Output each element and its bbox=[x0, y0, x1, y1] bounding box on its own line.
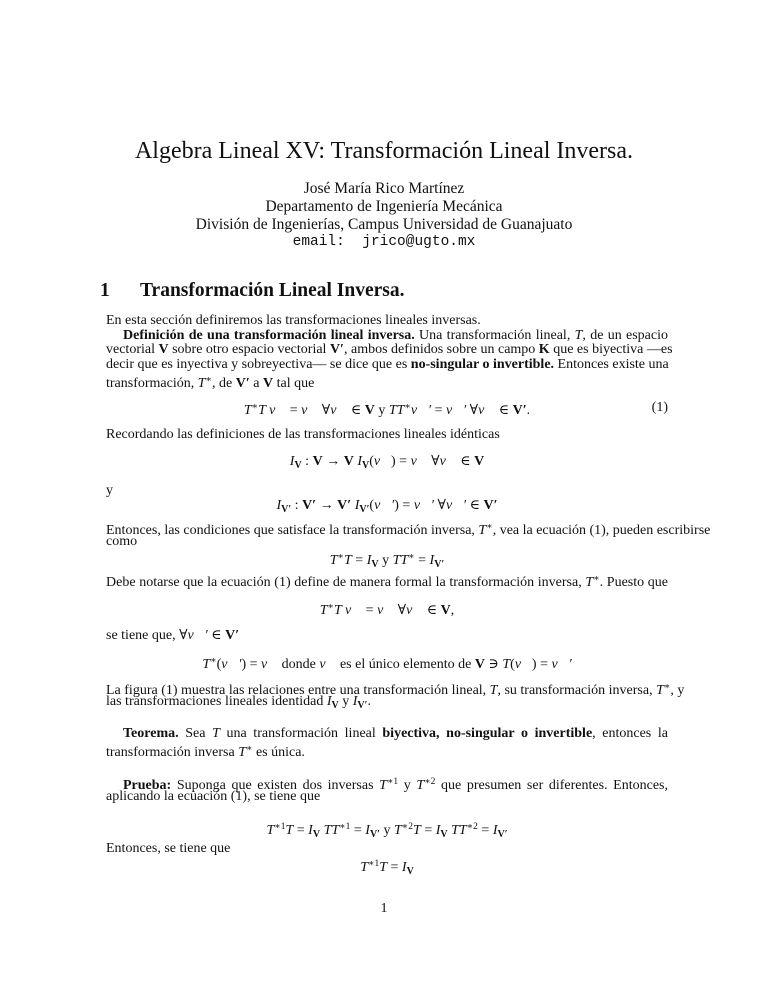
text-segment: , ambos definidos sobre un campo bbox=[344, 342, 539, 357]
math-symbol: V′ bbox=[235, 376, 250, 391]
math-symbol: V bbox=[331, 700, 339, 711]
text-segment: . Puesto que bbox=[599, 575, 668, 590]
text-segment: es única. bbox=[252, 745, 305, 760]
equation bbox=[106, 819, 668, 843]
author-name: José María Rico Martínez bbox=[303, 180, 465, 197]
text-segment: ( bbox=[369, 454, 374, 469]
text-segment: a bbox=[249, 376, 264, 391]
math-symbol: V bbox=[440, 829, 448, 840]
math-symbol: V′ bbox=[281, 504, 292, 515]
text-segment: y bbox=[398, 778, 417, 793]
math-symbol: TT bbox=[388, 403, 405, 418]
math-symbol: T bbox=[319, 603, 328, 618]
text-segment: Debe notarse que la ecuación (1) define de manera formal la transformación inversa, bbox=[106, 575, 586, 590]
text-segment: , de bbox=[212, 376, 236, 391]
math-symbol: T bbox=[416, 778, 425, 793]
math-symbol: ∗ bbox=[404, 402, 411, 412]
proof-line bbox=[106, 789, 668, 805]
math-symbol: V bbox=[440, 603, 451, 618]
text-segment: → bbox=[322, 454, 344, 469]
theorem-line bbox=[106, 741, 668, 761]
math-symbol: V bbox=[364, 403, 375, 418]
math-symbol: T bbox=[212, 726, 220, 741]
math-symbol: v⃗ bbox=[330, 403, 348, 418]
text-segment: = bbox=[362, 603, 378, 618]
paragraph-line bbox=[106, 357, 668, 373]
math-symbol: ∗ bbox=[251, 402, 259, 412]
theorem-line bbox=[106, 726, 668, 742]
text-segment: tal que bbox=[273, 376, 315, 391]
text-segment: = bbox=[351, 553, 367, 568]
math-symbol: ∗ bbox=[210, 656, 217, 666]
math-symbol: ∗2 bbox=[401, 822, 414, 832]
math-symbol: V bbox=[371, 559, 379, 570]
math-symbol: ∗ bbox=[337, 552, 344, 562]
math-symbol: v⃗′ bbox=[445, 403, 467, 418]
text-segment: La figura (1) muestra las relaciones entre una transformación lineal, bbox=[106, 683, 490, 698]
text-segment: transformación, bbox=[106, 376, 198, 391]
text-segment: : bbox=[291, 498, 303, 513]
section-title: Transformación Lineal Inversa. bbox=[140, 280, 405, 301]
bold-text: biyectiva, no-singular o invertible bbox=[382, 726, 593, 741]
math-symbol: I bbox=[354, 498, 360, 513]
math-symbol: V′ bbox=[329, 342, 344, 357]
math-symbol: v⃗ bbox=[406, 603, 424, 618]
math-symbol: T bbox=[656, 683, 664, 698]
text-segment: ∀ bbox=[433, 498, 446, 513]
text-segment: ) = bbox=[241, 657, 261, 672]
text-segment: y bbox=[338, 694, 353, 709]
equation-number: (1) bbox=[651, 400, 668, 415]
text-segment: ∈ bbox=[423, 603, 441, 618]
text-segment: Suponga que existen dos inversas bbox=[171, 778, 380, 793]
math-symbol: TT bbox=[392, 553, 409, 568]
text-segment: ) = bbox=[531, 657, 552, 672]
text-segment: y bbox=[378, 553, 393, 568]
text-segment: ∀ bbox=[318, 403, 331, 418]
text-segment: , y bbox=[670, 683, 685, 698]
bold-text: Definición de una transformación lineal inversa. bbox=[123, 328, 415, 343]
math-symbol: v⃗ bbox=[478, 403, 496, 418]
text-segment: decir que es inyectiva y sobreyectiva— se dice que es bbox=[106, 357, 411, 372]
math-symbol: v⃗ bbox=[301, 403, 319, 418]
math-symbol: I bbox=[366, 553, 372, 568]
math-symbol: v⃗ bbox=[439, 454, 457, 469]
paragraph-line bbox=[106, 372, 668, 392]
text-segment: ( bbox=[510, 657, 515, 672]
text-segment: que presumen ser diferentes. Entonces, bbox=[435, 778, 668, 793]
math-symbol: I bbox=[429, 553, 435, 568]
text-segment: = bbox=[387, 860, 402, 875]
text-segment: . bbox=[367, 694, 371, 709]
equation bbox=[106, 599, 668, 619]
document-title: Algebra Lineal XV: Transformación Lineal Inversa. bbox=[134, 138, 634, 164]
text-segment: y bbox=[374, 403, 389, 418]
text-segment: ) = bbox=[391, 454, 411, 469]
math-symbol: ∗ bbox=[486, 522, 493, 532]
text-segment: , de un espacio bbox=[582, 328, 669, 343]
math-symbol: V bbox=[294, 460, 302, 471]
text-segment: Entonces, las condiciones que satisface la transformación inversa, bbox=[106, 523, 479, 538]
math-symbol: v⃗′ bbox=[187, 628, 208, 643]
math-symbol: I bbox=[276, 498, 282, 513]
math-symbol: V bbox=[343, 454, 354, 469]
math-symbol: V bbox=[312, 829, 321, 840]
paragraph-line bbox=[106, 427, 668, 443]
text-segment: ) = bbox=[394, 498, 414, 513]
math-symbol: V′ bbox=[225, 628, 240, 643]
math-symbol: I bbox=[308, 823, 313, 838]
text-segment: ∈ bbox=[456, 454, 475, 469]
math-symbol: ∗ bbox=[593, 574, 600, 584]
math-symbol: v⃗ bbox=[377, 603, 395, 618]
text-segment: Una transformación lineal, bbox=[414, 328, 575, 343]
paragraph-line bbox=[106, 571, 668, 591]
math-symbol: T bbox=[585, 575, 594, 590]
math-symbol: v⃗ bbox=[410, 454, 428, 469]
math-symbol: v⃗′ bbox=[551, 657, 572, 672]
math-symbol: T v⃗ bbox=[258, 403, 287, 418]
math-symbol: T bbox=[197, 376, 206, 391]
text-segment: Entonces, se tiene que bbox=[106, 841, 231, 856]
text-segment: Recordando las definiciones de las transformaciones lineales idénticas bbox=[106, 427, 500, 442]
math-symbol: T bbox=[238, 745, 246, 760]
math-symbol: ∗1 bbox=[274, 822, 286, 832]
math-symbol: V′ bbox=[369, 829, 380, 840]
math-symbol: ∗1 bbox=[386, 777, 399, 787]
author-email-line bbox=[0, 234, 768, 250]
text-segment: : bbox=[301, 454, 313, 469]
math-symbol: T v⃗ bbox=[334, 603, 363, 618]
author-department: Departamento de Ingeniería Mecánica bbox=[265, 198, 503, 215]
text-segment: ∈ bbox=[347, 403, 365, 418]
math-symbol: T bbox=[329, 553, 338, 568]
math-symbol: v⃗′ bbox=[221, 657, 242, 672]
math-symbol: I bbox=[435, 823, 441, 838]
math-symbol: ∗2 bbox=[424, 777, 436, 787]
text-segment: ∋ bbox=[484, 657, 503, 672]
paragraph-line bbox=[106, 342, 673, 358]
text-segment: . bbox=[526, 403, 531, 418]
text-segment: , su transformación inversa, bbox=[497, 683, 657, 698]
math-symbol: v⃗′ bbox=[413, 498, 434, 513]
text-segment: transformación inversa bbox=[106, 745, 239, 760]
text-segment: = bbox=[431, 403, 446, 418]
math-symbol: ∗ bbox=[205, 375, 213, 385]
math-symbol: V′ bbox=[434, 559, 445, 570]
text-segment: , entonces la bbox=[592, 726, 668, 741]
math-symbol: TT bbox=[451, 823, 467, 838]
text-segment: Sea bbox=[178, 726, 213, 741]
math-symbol: V bbox=[158, 342, 169, 357]
text-segment: ∀ bbox=[394, 603, 407, 618]
math-symbol: ∗1 bbox=[339, 822, 351, 832]
math-symbol: T bbox=[489, 683, 498, 698]
math-symbol: I bbox=[326, 694, 332, 709]
math-symbol: T bbox=[379, 778, 387, 793]
text-segment: ∀ bbox=[427, 454, 440, 469]
math-symbol: ∗ bbox=[327, 602, 335, 612]
math-symbol: T bbox=[266, 823, 275, 838]
page-number: 1 bbox=[380, 901, 388, 916]
text-segment: aplicando la ecuación (1), se tiene que bbox=[106, 789, 321, 804]
math-symbol: T bbox=[478, 523, 487, 538]
equation-identity-v-prime bbox=[106, 498, 668, 518]
math-symbol: v⃗′ bbox=[410, 403, 432, 418]
math-symbol: V′ bbox=[483, 498, 498, 513]
math-symbol: v⃗′ bbox=[445, 498, 467, 513]
math-symbol: I bbox=[357, 454, 362, 469]
math-symbol: V′ bbox=[357, 700, 368, 711]
email-address: jrico@ugto.mx bbox=[362, 234, 476, 250]
math-symbol: ∗ bbox=[408, 552, 415, 562]
text-segment: ∀ bbox=[466, 403, 479, 418]
text-segment: que es biyectiva —es bbox=[549, 342, 673, 357]
text-segment: sobre otro espacio vectorial bbox=[168, 342, 330, 357]
text-segment: = bbox=[420, 823, 436, 838]
section-number: 1 bbox=[100, 280, 110, 301]
text-segment: En esta sección definiremos las transformaciones lineales inversas. bbox=[106, 313, 481, 328]
math-symbol: I bbox=[289, 454, 295, 469]
text-segment: vectorial bbox=[106, 342, 159, 357]
text-segment: se tiene que, ∀ bbox=[106, 628, 188, 643]
equation-inverse-conditions bbox=[106, 549, 668, 573]
math-symbol: ∗ bbox=[245, 744, 253, 754]
math-symbol: v⃗ bbox=[261, 657, 279, 672]
math-symbol: v⃗ bbox=[514, 657, 532, 672]
equation bbox=[106, 856, 668, 880]
math-symbol: T bbox=[343, 553, 352, 568]
paragraph-line bbox=[106, 534, 668, 550]
math-symbol: V bbox=[474, 454, 485, 469]
text-segment: ( bbox=[216, 657, 222, 672]
math-symbol: ∗2 bbox=[466, 822, 478, 832]
math-symbol: V′ bbox=[302, 498, 317, 513]
text-segment: → bbox=[316, 498, 338, 513]
text-segment: una transformación lineal bbox=[219, 726, 383, 741]
text-segment: ( bbox=[369, 498, 375, 513]
math-symbol: ∗1 bbox=[367, 859, 380, 869]
math-symbol: I bbox=[492, 823, 498, 838]
text-segment: , vea la ecuación (1), pueden escribirse bbox=[492, 523, 711, 538]
math-symbol: V′ bbox=[337, 498, 352, 513]
math-symbol: V bbox=[361, 460, 370, 471]
math-symbol: T bbox=[413, 823, 421, 838]
math-symbol: V bbox=[474, 657, 485, 672]
author-division: División de Ingenierías, Campus Universidad de Guanajuato bbox=[195, 216, 573, 233]
text-segment: = bbox=[414, 553, 430, 568]
math-symbol: v⃗ bbox=[319, 657, 337, 672]
paragraph-line bbox=[106, 628, 668, 644]
math-symbol: V′ bbox=[359, 504, 370, 515]
text-segment: ∈ bbox=[495, 403, 513, 418]
paragraph-line bbox=[106, 483, 668, 499]
math-symbol: T bbox=[574, 328, 583, 343]
bold-text: no-singular o invertible. bbox=[410, 357, 555, 372]
math-symbol: T bbox=[202, 657, 211, 672]
equation-identity-v bbox=[106, 454, 668, 474]
math-symbol: K bbox=[538, 342, 550, 357]
text-segment: y bbox=[106, 483, 113, 498]
equation-1 bbox=[106, 399, 668, 419]
text-segment: ∈ bbox=[207, 628, 226, 643]
text-segment: ∈ bbox=[466, 498, 484, 513]
math-symbol: V bbox=[312, 454, 323, 469]
math-symbol: T bbox=[379, 860, 387, 875]
text-segment: = bbox=[477, 823, 493, 838]
paragraph-line bbox=[106, 313, 668, 329]
bold-text: Prueba: bbox=[123, 778, 172, 793]
text-segment: donde bbox=[278, 657, 320, 672]
math-symbol: T bbox=[360, 860, 368, 875]
paragraph-line bbox=[106, 694, 668, 714]
math-symbol: V bbox=[263, 376, 274, 391]
math-symbol: V′ bbox=[512, 403, 527, 418]
math-symbol: T bbox=[502, 657, 511, 672]
bold-text: Teorema. bbox=[123, 726, 179, 741]
email-label: email: bbox=[292, 234, 345, 250]
math-symbol: V bbox=[406, 866, 414, 877]
math-symbol: v⃗′ bbox=[374, 498, 395, 513]
math-symbol: T bbox=[394, 823, 402, 838]
text-segment: = bbox=[286, 403, 302, 418]
math-symbol: I bbox=[401, 860, 407, 875]
math-symbol: v⃗ bbox=[373, 454, 391, 469]
paragraph-line bbox=[106, 841, 668, 857]
text-segment: = bbox=[350, 823, 366, 838]
math-symbol: I bbox=[352, 694, 358, 709]
text-segment: como bbox=[106, 534, 138, 549]
text-segment: Entonces existe una bbox=[554, 357, 669, 372]
text-segment: y bbox=[380, 823, 394, 838]
math-symbol: T bbox=[243, 403, 252, 418]
math-symbol: I bbox=[365, 823, 370, 838]
text-segment: las transformaciones lineales identidad bbox=[106, 694, 327, 709]
math-symbol: T bbox=[285, 823, 294, 838]
math-symbol: ∗ bbox=[663, 682, 671, 692]
text-segment: = bbox=[293, 823, 309, 838]
math-symbol: TT bbox=[323, 823, 340, 838]
math-symbol: V′ bbox=[497, 829, 508, 840]
text-segment: es el único elemento de bbox=[336, 657, 475, 672]
text-segment: , bbox=[450, 603, 455, 618]
equation-inverse-definition bbox=[106, 653, 668, 673]
